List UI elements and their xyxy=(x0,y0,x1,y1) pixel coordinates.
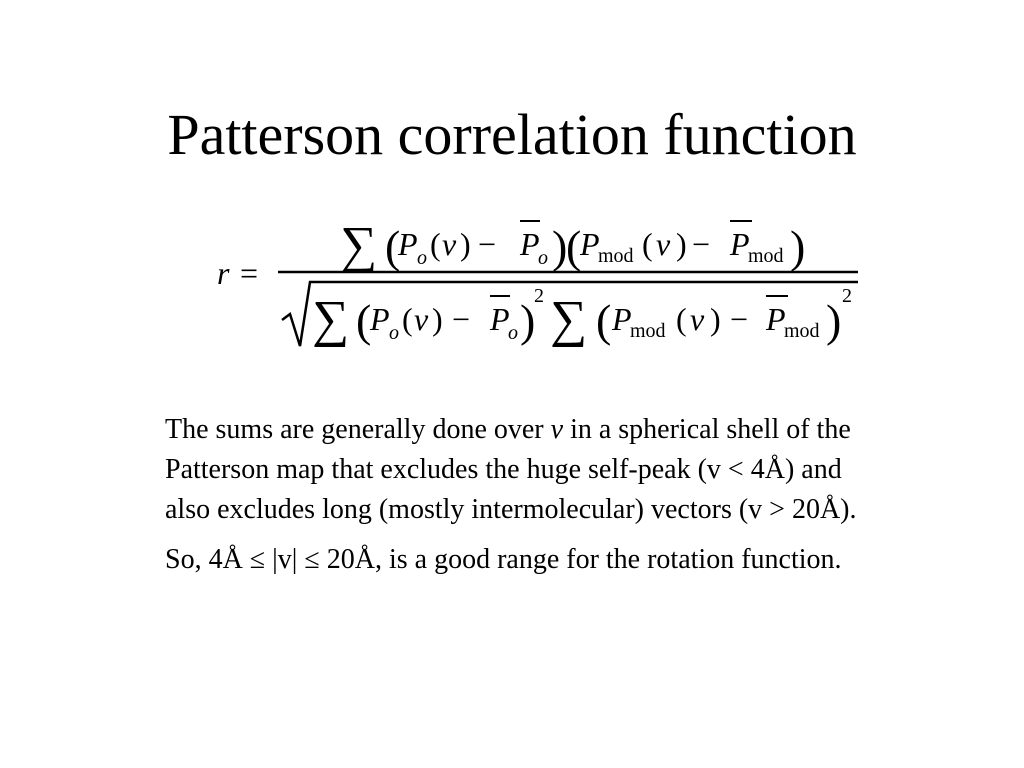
paragraph-range: So, 4Å ≤ |v| ≤ 20Å, is a good range for the rotation function. xyxy=(165,544,842,575)
numerator-paren-v2-open: ( xyxy=(642,226,653,262)
numerator-paren-close-2: ) xyxy=(790,221,806,272)
denominator-paren-v-close: ) xyxy=(432,301,443,337)
numerator-P-mod: P xyxy=(580,226,600,262)
denominator-sub-mod: mod xyxy=(630,320,666,342)
numerator-v: v xyxy=(442,226,457,262)
denominator-exponent-2-second: 2 xyxy=(842,285,852,307)
denominator-paren-close-1: ) xyxy=(520,295,536,346)
numerator-minus-1: − xyxy=(478,226,497,262)
paragraph1-v: v xyxy=(550,414,564,445)
denominator-sub-mod-bar: mod xyxy=(784,320,820,342)
paragraph1-before-v: The sums are generally done over xyxy=(165,414,551,445)
denominator-v: v xyxy=(414,301,429,337)
numerator-sum-symbol: ∑ xyxy=(340,217,378,274)
denominator-P-o: P xyxy=(370,301,390,337)
numerator-v2: v xyxy=(656,226,671,262)
denominator-exponent-2-first: 2 xyxy=(534,285,544,307)
denominator-paren-v-open: ( xyxy=(402,301,413,337)
paragraph-sums-description xyxy=(165,410,885,530)
numerator-P-o-bar: P xyxy=(520,226,540,262)
formula-r: r xyxy=(217,255,230,291)
denominator-P-mod-bar: P xyxy=(766,301,786,337)
paragraph1-after-v: in a spherical shell of the Patterson map that excludes the huge self-peak (v < 4Å) and also excludes long (mostly intermolecular) vectors (v > 20Å). xyxy=(165,414,857,525)
denominator-sum-symbol-2: ∑ xyxy=(550,291,588,348)
slide-title: Patterson correlation function xyxy=(167,102,857,167)
numerator-sub-o-bar: o xyxy=(538,247,548,269)
numerator-paren-v-open: ( xyxy=(430,226,441,262)
denominator-paren-close-2: ) xyxy=(826,295,842,346)
numerator-paren-open-2: ( xyxy=(566,221,582,272)
numerator-minus-2: − xyxy=(692,226,711,262)
numerator-paren-open-1: ( xyxy=(385,221,401,272)
denominator-paren-v2-close: ) xyxy=(710,301,721,337)
numerator-paren-v2-close: ) xyxy=(676,226,687,262)
numerator-sub-mod-bar: mod xyxy=(748,245,784,267)
numerator-paren-v-close: ) xyxy=(460,226,471,262)
denominator-sub-o: o xyxy=(389,322,399,344)
denominator-paren-v2-open: ( xyxy=(676,301,687,337)
denominator-paren-open-2: ( xyxy=(596,295,612,346)
slide-body xyxy=(165,410,885,590)
denominator-minus-2: − xyxy=(730,301,749,337)
numerator-P-o: P xyxy=(398,226,418,262)
denominator-minus-1: − xyxy=(452,301,471,337)
numerator-sub-o: o xyxy=(417,247,427,269)
numerator-paren-close-1: ) xyxy=(552,221,568,272)
denominator-v2: v xyxy=(690,301,705,337)
numerator-P-mod-bar: P xyxy=(730,226,750,262)
denominator-sub-o-bar: o xyxy=(508,322,518,344)
denominator-sum-symbol-1: ∑ xyxy=(312,291,350,348)
denominator-paren-open-1: ( xyxy=(356,295,372,346)
denominator-P-o-bar: P xyxy=(490,301,510,337)
formula-equals: = xyxy=(240,255,259,291)
numerator-sub-mod: mod xyxy=(598,245,634,267)
denominator-P-mod: P xyxy=(612,301,632,337)
